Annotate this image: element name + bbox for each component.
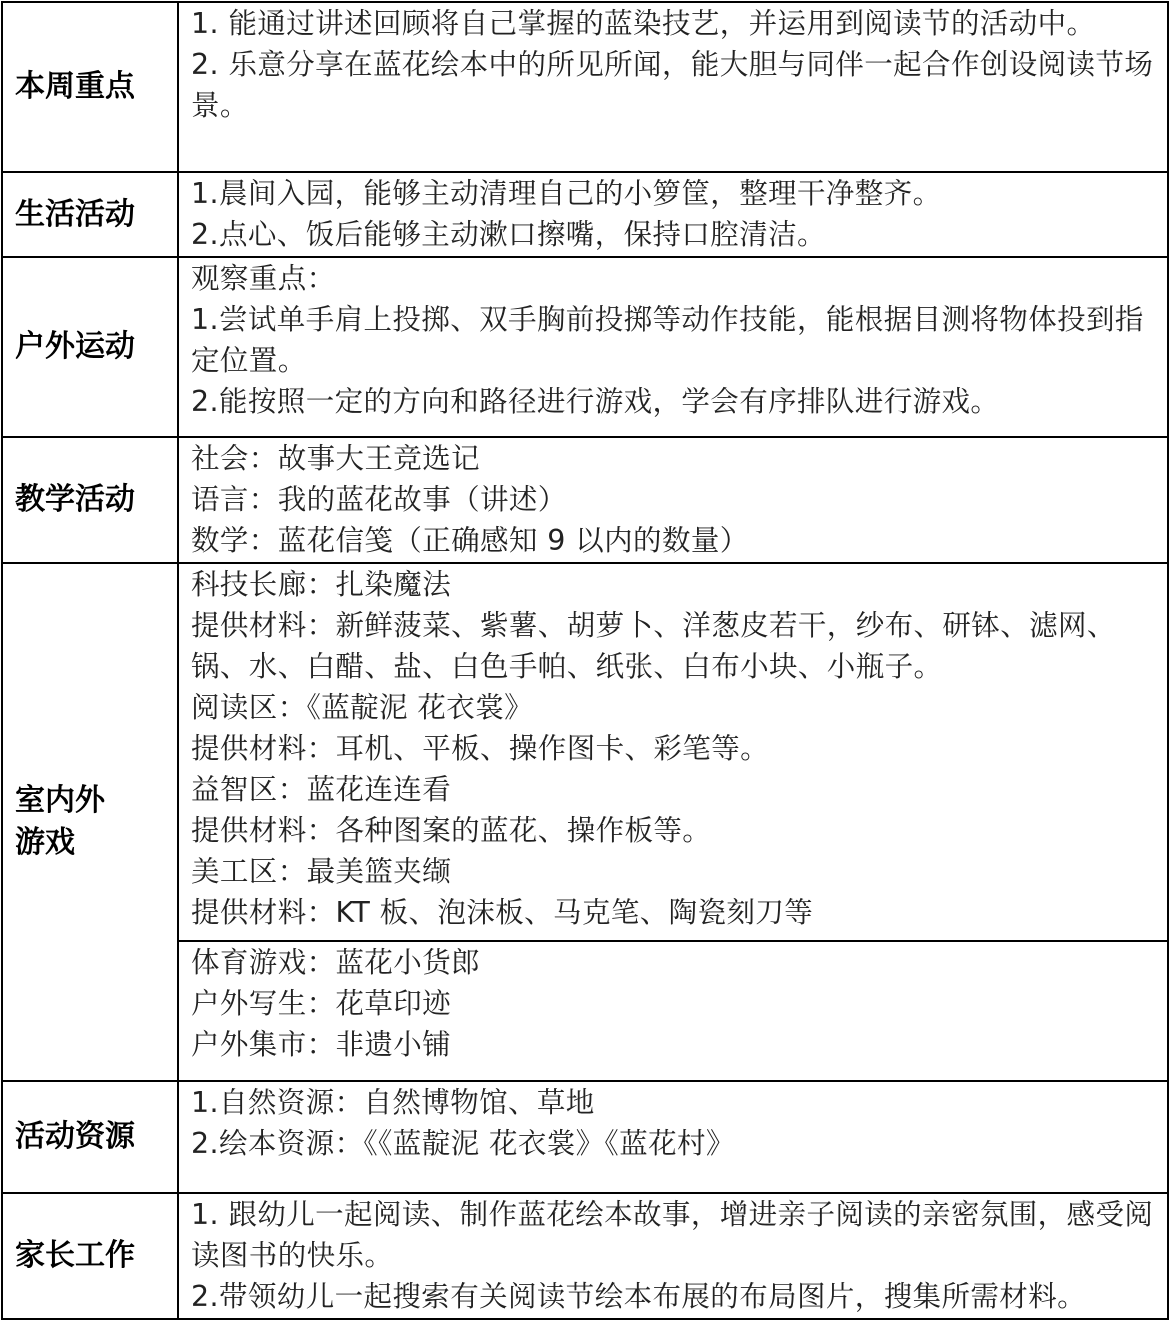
row-outdoor bbox=[2, 257, 1168, 437]
label-teaching: 教学活动 bbox=[2, 437, 178, 563]
indoor-line-5: 益智区：蓝花连连看 bbox=[191, 773, 452, 806]
content-parents bbox=[178, 1193, 1168, 1319]
outdoor-game-line-1: 体育游戏：蓝花小货郎 bbox=[191, 946, 481, 979]
indoor-line-4: 提供材料：耳机、平板、操作图卡、彩笔等。 bbox=[191, 732, 770, 765]
outdoor-game-line-3: 户外集市：非遗小铺 bbox=[191, 1028, 452, 1061]
row-resources bbox=[2, 1081, 1168, 1193]
row-teaching bbox=[2, 437, 1168, 563]
teaching-line-1: 社会：故事大王竞选记 bbox=[191, 442, 481, 475]
focus-line-1: 1. 能通过讲述回顾将自己掌握的蓝染技艺，并运用到阅读节的活动中。 bbox=[191, 7, 1096, 40]
label-games-line-1: 室内外 bbox=[15, 783, 105, 818]
life-line-1: 1.晨间入园，能够主动清理自己的小箩筐，整理干净整齐。 bbox=[191, 177, 942, 210]
outdoor-line-1: 观察重点： bbox=[191, 262, 336, 295]
indoor-line-8: 提供材料：KT 板、泡沫板、马克笔、陶瓷刻刀等 bbox=[191, 896, 814, 929]
parents-line-1: 1. 跟幼儿一起阅读、制作蓝花绘本故事，增进亲子阅读的亲密氛围，感受阅读图书的快乐。 bbox=[191, 1198, 1154, 1272]
resources-line-2: 2.绘本资源：《《蓝靛泥 花衣裳》《蓝花村》 bbox=[191, 1127, 735, 1160]
content-teaching bbox=[178, 437, 1168, 563]
teaching-line-2: 语言：我的蓝花故事（讲述） bbox=[191, 483, 567, 516]
content-focus bbox=[178, 2, 1168, 172]
row-parents bbox=[2, 1193, 1168, 1319]
row-life bbox=[2, 172, 1168, 257]
outdoor-game-line-2: 户外写生：花草印迹 bbox=[191, 987, 452, 1020]
label-games-line-2: 游戏 bbox=[15, 825, 75, 860]
outdoor-line-2: 1.尝试单手肩上投掷、双手胸前投掷等动作技能，能根据目测将物体投到指定位置。 bbox=[191, 303, 1144, 377]
label-games bbox=[2, 563, 178, 1081]
indoor-line-2: 提供材料：新鲜菠菜、紫薯、胡萝卜、洋葱皮若干，纱布、研钵、滤网、锅、水、白醋、盐、白色手帕、纸张、白布小块、小瓶子。 bbox=[191, 609, 1116, 683]
label-focus: 本周重点 bbox=[2, 2, 178, 172]
weekly-plan-table bbox=[1, 1, 1169, 1320]
life-line-2: 2.点心、饭后能够主动漱口擦嘴，保持口腔清洁。 bbox=[191, 218, 826, 251]
content-life bbox=[178, 172, 1168, 257]
content-games-outdoor bbox=[178, 941, 1168, 1081]
indoor-line-3: 阅读区：《蓝靛泥 花衣裳》 bbox=[191, 691, 534, 724]
label-outdoor: 户外运动 bbox=[2, 257, 178, 437]
indoor-line-1: 科技长廊：扎染魔法 bbox=[191, 568, 452, 601]
label-parents: 家长工作 bbox=[2, 1193, 178, 1319]
content-outdoor bbox=[178, 257, 1168, 437]
teaching-line-3: 数学：蓝花信笺（正确感知 9 以内的数量） bbox=[191, 524, 749, 557]
content-games-indoor bbox=[178, 563, 1168, 941]
row-games-indoor bbox=[2, 563, 1168, 941]
label-life: 生活活动 bbox=[2, 172, 178, 257]
row-focus bbox=[2, 2, 1168, 172]
parents-line-2: 2.带领幼儿一起搜索有关阅读节绘本布展的布局图片，搜集所需材料。 bbox=[191, 1280, 1086, 1313]
outdoor-line-3: 2.能按照一定的方向和路径进行游戏，学会有序排队进行游戏。 bbox=[191, 385, 1000, 418]
indoor-line-7: 美工区：最美篮夹缬 bbox=[191, 855, 452, 888]
content-resources bbox=[178, 1081, 1168, 1193]
label-resources: 活动资源 bbox=[2, 1081, 178, 1193]
focus-line-2: 2. 乐意分享在蓝花绘本中的所见所闻，能大胆与同伴一起合作创设阅读节场景。 bbox=[191, 48, 1154, 122]
resources-line-1: 1.自然资源：自然博物馆、草地 bbox=[191, 1086, 595, 1119]
indoor-line-6: 提供材料：各种图案的蓝花、操作板等。 bbox=[191, 814, 712, 847]
